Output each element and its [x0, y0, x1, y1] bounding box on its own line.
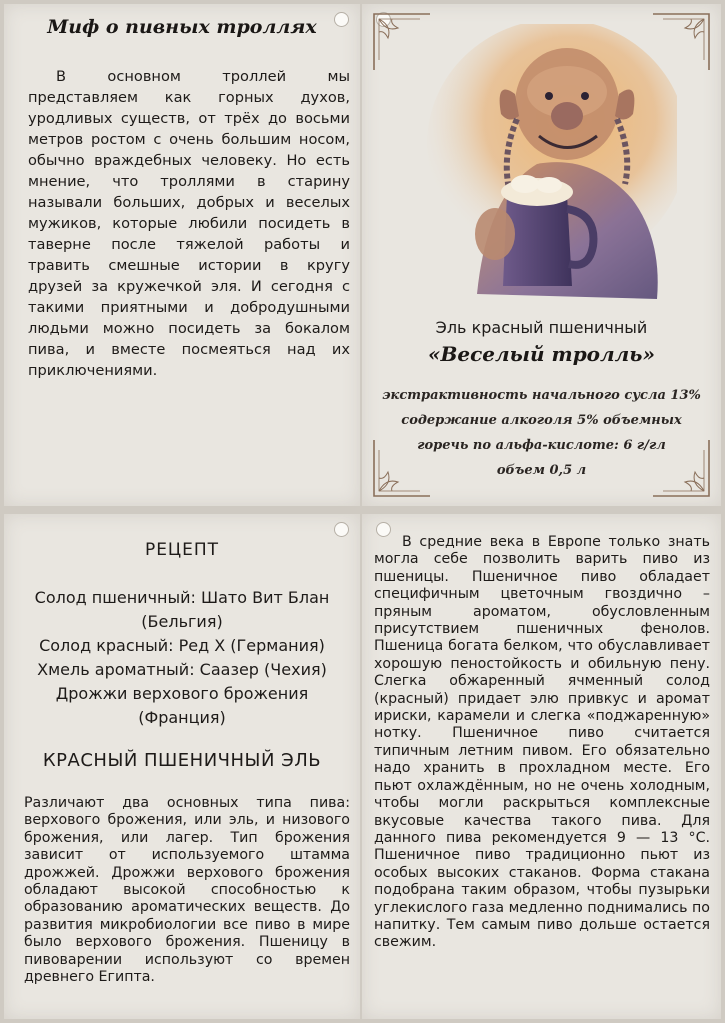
spec-bitterness: горечь по альфа-кислоте: 6 г/гл [417, 438, 666, 453]
punch-hole [334, 522, 349, 537]
history-text: В средние века в Европе только знать могла себе позволить варить пиво из пшеницы. Пшеничное пиво обладает специфичным цветочным гвоздично – пряным ароматом, обусловленным присутствием пшеничных фенолов. Пшеница богата белком, что обуславливает хорошую пеностойкость и обильную пену. Слегка обжаренный ячменный солод (красный) придает элю привкус и аромат ириски, карамели и слегка «поджаренную» нотку. Пшеничное пиво считается типичным летним пивом. Его обязательно надо хранить в прохладном месте. Его пьют охлаждённым, но не очень холодным, чтобы могли раскрыться комплексные вкусовые качества такого пива. Для данного пива рекомендуется 9 — 13 °С. Пшеничное пиво традиционно пьют из особых высоких стаканов. Форма стакана подобрана таким образом, чтобы пузырьки углекислого газа медленно поднимались по напитку. Тем самым пиво дольше остается свежим. [374, 534, 710, 951]
recipe-line: (Бельгия) [141, 612, 223, 631]
spec-alcohol: содержание алкоголя 5% объемных [401, 413, 682, 428]
ale-section-heading: КРАСНЫЙ ПШЕНИЧНЫЙ ЭЛЬ [42, 750, 322, 771]
spec-volume: объем 0,5 л [496, 463, 587, 478]
recipe-card [4, 514, 360, 1019]
myth-title: Миф о пивных троллях [47, 16, 317, 38]
ale-section-text: Различают два основных типа пива: верхового брожения, или эль, и низового брожения, или лагер. Тип брожения зависит от используемого штамма дрожжей. Дрожжи верхового брожения обладают высокой способностью к образованию ароматических веществ. До развития микробиологии все пиво в мире было верхового брожения. Пшеницу в пивоварении используют со времен древнего Египта. [24, 795, 350, 986]
recipe-line: Солод пшеничный: Шато Вит Блан [34, 588, 330, 607]
ale-title: «Веселый тролль» [428, 342, 655, 366]
ale-name: Эль красный пшеничный [435, 318, 648, 337]
recipe-line: Дрожжи верхового брожения [55, 684, 309, 703]
myth-text: В основном троллей мы представляем как горных духов, уродливых существ, от трёх до восьми метров ростом с очень большим носом, обычно враждебных человеку. Но есть мнение, что троллями в старину называли больших, добрых и веселых мужиков, которые любили посидеть в таверне после тяжелой работы и травить смешные истории в кругу друзей за кружечкой эля. И сегодня с такими приятными и добродушными людьми можно посидеть за бокалом пива, и вместе посмеяться над их приключениями. [28, 68, 350, 379]
history-card [362, 514, 721, 1019]
recipe-line: (Франция) [138, 708, 226, 727]
recipe-line: Солод красный: Ред Х (Германия) [39, 636, 325, 655]
label-card [362, 4, 721, 506]
troll-illustration [417, 24, 677, 304]
myth-card [4, 4, 360, 506]
recipe-line: Хмель ароматный: Саазер (Чехия) [37, 660, 327, 679]
recipe-heading: РЕЦЕПТ [144, 540, 220, 560]
punch-hole [334, 12, 349, 27]
spec-extract: экстрактивность начального сусла 13% [382, 388, 701, 403]
